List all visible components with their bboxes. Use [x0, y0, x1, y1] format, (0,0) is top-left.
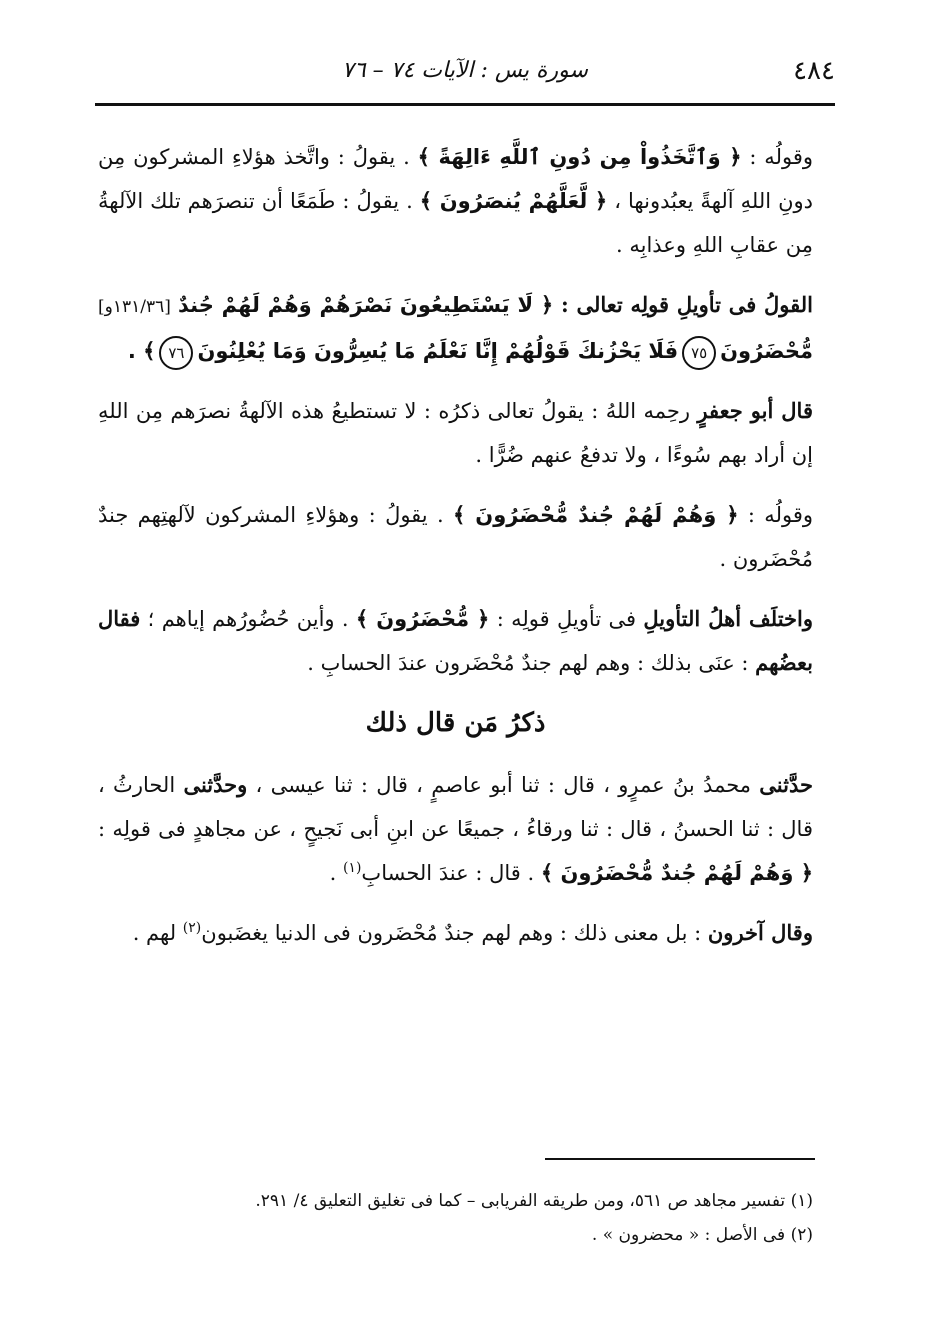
page-body	[98, 135, 813, 971]
quran-quote: ﴿ لَا يَسْتَطِيعُونَ نَصْرَهُمْ وَهُمْ لَهُمْ جُندٌ	[178, 293, 554, 317]
text: : بل معنى ذلك : وهم لهم جندٌ مُحْضَرون فى الدنيا يغضَبون	[201, 921, 708, 945]
manuscript-ref: [١٣١/٣٦و]	[98, 297, 171, 317]
paragraph-1	[98, 135, 813, 267]
paragraph-7	[98, 911, 813, 955]
ayah-number-marker: ٧٥	[682, 336, 716, 370]
header-rule	[95, 103, 835, 106]
text: محمدُ بنُ عمرٍو ، قال : ثنا أبو عاصمٍ ، قال : ثنا عيسى ،	[247, 773, 760, 797]
quran-quote: ﴿ وَهُمْ لَهُمْ جُندٌ مُّحْضَرُونَ ﴾	[540, 861, 813, 885]
footnote-reference: (١)	[342, 860, 362, 876]
text: .	[329, 861, 343, 885]
text: وقولُه :	[741, 145, 813, 169]
quran-quote: ﴿ وَٱتَّخَذُواْ مِن دُونِ ٱللَّهِ ءَالِهَةً ﴾	[417, 145, 742, 169]
bold-lead: فقال بعضُهم	[98, 606, 813, 675]
speaker-lead: قال أبو جعفرٍ	[697, 398, 813, 423]
text: الحارثُ ، قال : ثنا الحسنُ ، قال : ثنا ورقاءُ ، جميعًا عن ابنِ أبى نَجيحٍ ، عن مجاهدٍ فى قولِه :	[98, 773, 813, 841]
narration-lead: حدَّثنى	[759, 772, 813, 797]
footnote-2: (٢) فى الأصل : « محضرون » .	[591, 1225, 813, 1245]
bold-lead: وقال آخرون	[707, 920, 813, 945]
footnotes	[98, 1184, 813, 1252]
text: فى تأويلِ قولِه :	[489, 607, 644, 631]
bold-lead: واختلَف أهلُ التأويلِ	[643, 606, 814, 631]
paragraph-4	[98, 493, 813, 581]
page-number: ٤٨٤	[793, 56, 835, 86]
narration-lead: وحدَّثنى	[183, 772, 248, 797]
paragraph-3	[98, 389, 813, 477]
quran-quote: ﴿ مُّحْضَرُونَ ﴾	[355, 607, 490, 631]
text: . يقولُ : طَمَعًا أن تنصرَهم تلك الآلهةُ مِن عقابِ اللهِ وعذابِه .	[98, 189, 813, 257]
quran-quote: ﴿ وَهُمْ لَهُمْ جُندٌ مُّحْضَرُونَ ﴾	[453, 503, 739, 527]
text: . قال : عندَ الحسابِ	[361, 861, 541, 885]
text: . يقولُ : واتَّخذ هؤلاءِ المشركون مِن دونِ اللهِ آلهةً يعبُدونها ،	[98, 145, 814, 213]
footnote-rule	[545, 1158, 815, 1160]
section-heading: ذكرُ مَن قال ذلك	[365, 708, 546, 738]
paragraph-2	[98, 283, 813, 373]
page-header	[95, 52, 835, 96]
quran-quote: فَلَا يَحْزُنكَ قَوْلُهُمْ إِنَّا نَعْلَمُ مَا يُسِرُّونَ وَمَا يُعْلِنُونَ	[197, 339, 679, 363]
text: . يقولُ : وهؤلاءِ المشركون لآلهتِهم جندٌ مُحْضَرون .	[98, 503, 813, 571]
text: رحِمه اللهُ : يقولُ تعالى ذكرُه : لا تستطيعُ هذه الآلهةُ نصرَهم مِن اللهِ إن أراد بهم سُوءًا ، ولا تدفعُ عنهم ضُرًّا .	[98, 399, 813, 467]
text: : عنَى بذلك : وهم لهم جندٌ مُحْضَرون عندَ الحسابِ .	[307, 651, 756, 675]
footnote-1: (١) تفسير مجاهد ص ٥٦١، ومن طريقه الفريابى – كما فى تغليق التعليق ٤/ ٢٩١.	[255, 1191, 813, 1211]
ayah-number-marker: ٧٦	[159, 336, 193, 370]
quran-quote: ﴿ لَّعَلَّهُمْ يُنصَرُونَ ﴾	[419, 189, 608, 213]
quran-quote: مُّحْضَرُونَ	[720, 339, 813, 363]
running-title: سورة يس : الآيات ٧٤ – ٧٦	[342, 58, 588, 83]
paragraph-5	[98, 597, 813, 685]
text: لهم .	[132, 921, 183, 945]
paragraph-6	[98, 763, 813, 895]
footnote-reference: (٢)	[182, 920, 202, 936]
quran-quote-close: ﴾ .	[127, 339, 156, 363]
text: . وأين حُضُورُهم إياهم ؛	[140, 607, 356, 631]
section-lead: القولُ فى تأويلِ قولِه تعالى :	[553, 292, 813, 317]
text: وقولُه :	[738, 503, 813, 527]
